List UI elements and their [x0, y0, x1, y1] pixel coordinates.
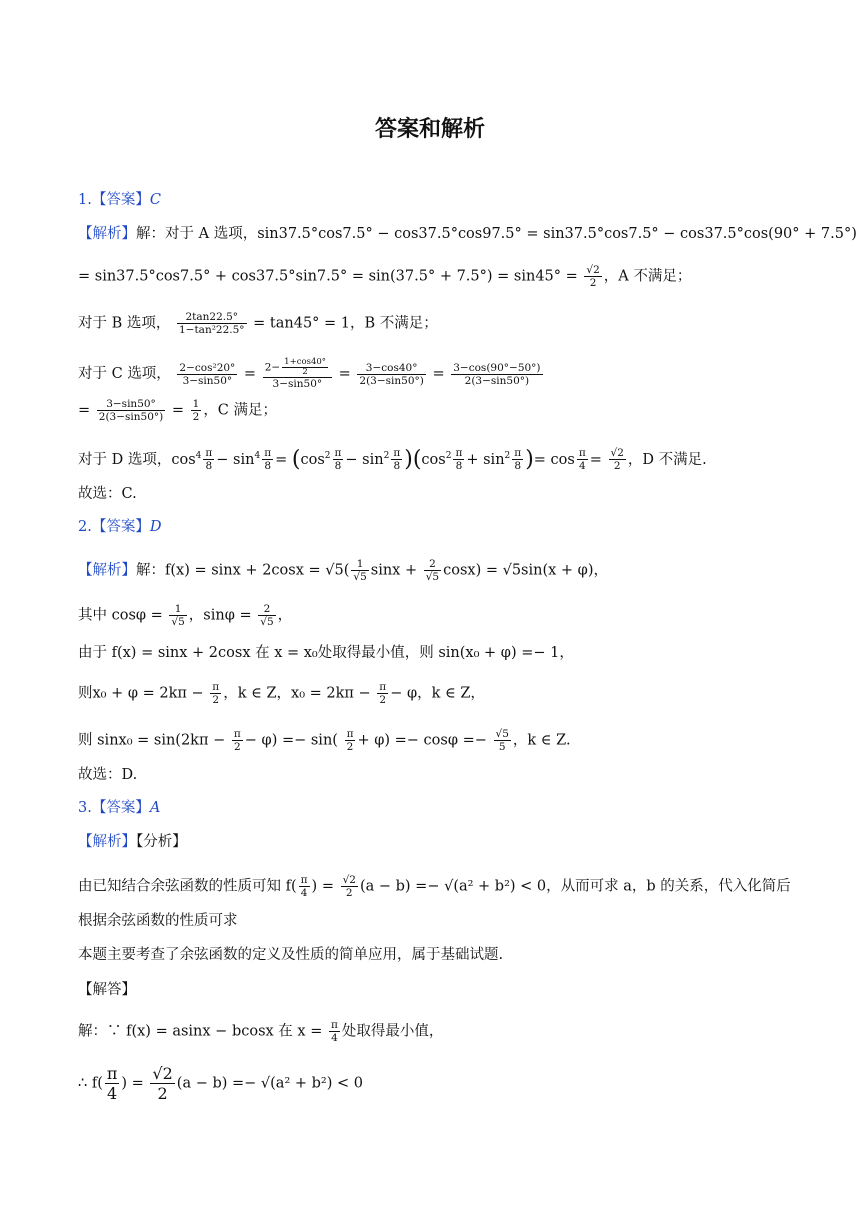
- q1-choice: 故选：C.: [78, 486, 137, 502]
- q3-analysis-line-2: 根据余弦函数的性质可求: [78, 913, 238, 929]
- q1-option-c-result: = $\frac{3-\sin 50^\circ}{2(3-\sin 50^\circ)}$ = $\frac{1}{2}$ ，C 满足；: [78, 398, 278, 423]
- q1-answer-header: 1.【答案】C: [78, 192, 161, 208]
- fraction: $\frac{3-\cos(90^\circ-50^\circ)}{2(3-\sin 50^\circ)}$: [453, 361, 541, 387]
- nested-fraction: 2− $\frac{1+\cos 40^\circ}{2}$ 3−sin50°: [263, 358, 332, 390]
- fraction: $\frac{3-\cos 40^\circ}{2(3-\sin 50^\circ)}$: [359, 361, 424, 387]
- q3-solution-line-2: ∴ f( $\frac{\pi}{4}$ ) = $\frac{√2}{2}$ (a − b) =− √(a² + b²) < 0: [78, 1064, 363, 1103]
- q3-analysis-line-1: 由已知结合余弦函数的性质可知 f( $\frac{\pi}{4}$ ) = $\frac{√2}{2}$ (a − b) =− √(a² + b²) < 0，从而可求 a，b 的关系，代入化简后: [78, 874, 791, 899]
- q1-analysis-line-1: 【解析】解：对于 A 选项，sin37.5°cos7.5° − cos37.5°cos97.5° = sin37.5°cos7.5° − cos37.5°cos(90° + 7.5°): [78, 226, 857, 242]
- q2-analysis-line-3: 由于 f(x) = sinx + 2cosx 在 x = x₀处取得最小值，则 sin(x₀ + φ) =− 1，: [78, 645, 574, 661]
- q2-analysis-line-1: 【解析】解：f(x) = sinx + 2cosx = √5( $\frac{1}{√5}$ sinx + $\frac{2}{√5}$ cosx) = √5sin(x + φ)，: [78, 558, 608, 583]
- q1-option-b: 对于 B 选项， $\frac{2\tan 22.5^\circ}{\text{1−tan²22.5°}}$ = tan45° = 1，B 不满足；: [78, 311, 438, 336]
- fraction: $\frac{3-\sin 50^\circ}{2(3-\sin 50^\circ)}$: [98, 398, 164, 423]
- q2-analysis-line-5: 则 sinx₀ = sin(2kπ − $\frac{\pi}{2}$ − φ) =− sin( $\frac{\pi}{2}$ + φ) =− cosφ =− $\frac{√5}{5}$ ，k ∈ Z.: [78, 728, 571, 753]
- fraction: $\frac{√2}{2}$: [586, 264, 600, 289]
- q3-analysis-line-3: 本题主要考查了余弦函数的定义及性质的简单应用，属于基础试题.: [78, 947, 504, 963]
- q3-analysis-header: 【解析】【分析】: [78, 834, 187, 850]
- q3-solution-header: 【解答】: [78, 982, 136, 998]
- page-title: 答案和解析: [374, 117, 485, 142]
- q1-option-c: 对于 C 选项， $\frac{\text{2−cos²20°}}{3-\sin 50^\circ}$ = 2− $\frac{1+\cos 40^\circ}{2}$ 3−sin50° = $\frac{3-\cos 40^\circ}{2(3-\sin 50^\circ)}$ = $\frac{3-\cos(90^\circ-50^\circ)}{2(3-\sin 50^\circ)}$: [78, 357, 541, 390]
- q2-analysis-line-2: 其中 cosφ = $\frac{1}{√5}$ ，sinφ = $\frac{2}{√5}$ ，: [78, 603, 293, 628]
- fraction: $\frac{2\tan 22.5^\circ}{\text{1−tan²22.5°}}$: [178, 311, 245, 336]
- q3-solution-line-1: 解：∵ f(x) = asinx − bcosx 在 x = $\frac{\pi}{4}$ 处取得最小值，: [78, 1019, 444, 1044]
- fraction: $\frac{\text{2−cos²20°}}{3-\sin 50^\circ}$: [179, 361, 236, 387]
- q1-option-d: 对于 D 选项，$\cos^4$ $\frac{\pi}{8}$ − $\sin^4$ $\frac{\pi}{8}$ = ($\cos^2$ $\frac{\pi}{8}$ − $\sin^2$ $\frac{\pi}{8}$ )($\cos^2$ $\frac{\pi}{8}$ + $\sin^2$ $\frac{\pi}{8}$ )= cos $\frac{\pi}{4}$ = $\frac{√2}{2}$ ，D 不满足.: [78, 446, 707, 473]
- q3-answer-header: 3.【答案】A: [78, 800, 161, 816]
- q2-analysis-line-4: 则x₀ + φ = 2kπ − $\frac{\pi}{2}$ ，k ∈ Z，x₀ = 2kπ − $\frac{\pi}{2}$ − φ，k ∈ Z，: [78, 681, 485, 706]
- q1-analysis-line-2: = sin37.5°cos7.5° + cos37.5°sin7.5° = sin(37.5° + 7.5°) = sin45° = $\frac{√2}{2}$ ，A 不满足；: [78, 264, 692, 289]
- fraction: $\frac{1}{2}$: [192, 398, 200, 423]
- q2-choice: 故选：D.: [78, 767, 138, 783]
- q2-answer-header: 2.【答案】D: [78, 519, 162, 535]
